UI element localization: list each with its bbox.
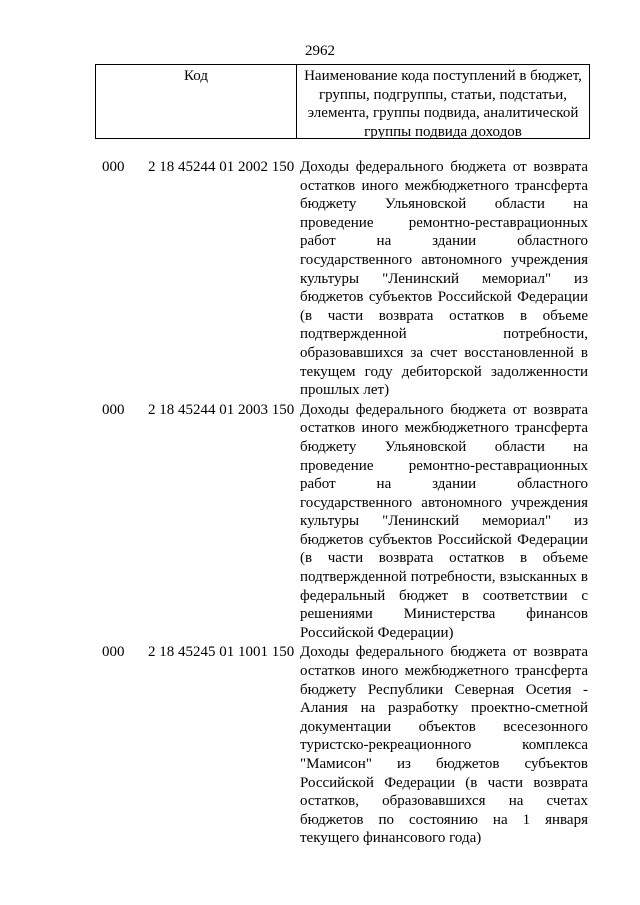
description-line: остатков, образовавшихся на счетах [300, 793, 588, 810]
description-line: проведение ремонтно-реставрационных [300, 214, 588, 231]
description-line: бюджетов субъектов Российской Федерации [300, 531, 588, 548]
header-code-label: Код [96, 65, 297, 138]
description-line: (в части возврата остатков в объеме [300, 550, 588, 567]
description-line: документации объектов всесезонного [300, 718, 588, 735]
description-line: бюджетов субъектов Российской Федерации [300, 289, 588, 306]
description-line: прошлых лет) [300, 382, 390, 399]
description-line: текущего финансового года) [300, 830, 482, 847]
revenue-code: 2 18 45244 01 2003 150 [148, 401, 295, 418]
page-number: 2962 [305, 43, 335, 59]
admin-code: 000 [102, 644, 125, 661]
table-header [95, 64, 590, 139]
table-row [0, 643, 640, 848]
admin-code: 000 [102, 159, 125, 175]
description-line: решениями Министерства финансов [300, 606, 588, 623]
description-line: Доходы федерального бюджета от возврата [300, 644, 588, 661]
description-line: культуры "Ленинский мемориал" из [300, 270, 588, 287]
description-line: остатков иного межбюджетного трансферта [300, 177, 588, 194]
description-line: Алания на разработку проектно-сметной [300, 700, 588, 717]
description-line: бюджету Республики Северная Осетия - [300, 681, 588, 698]
description-line: Доходы федерального бюджета от возврата [300, 159, 588, 175]
table-body [0, 158, 640, 849]
description-line: бюджетов по состоянию на 1 января [300, 811, 588, 828]
revenue-description [300, 401, 588, 643]
header-name-label: Наименование кода поступлений в бюджет, группы, подгруппы, статьи, подстатьи, элемента, группы подвида, аналитической группы подвида доходов [304, 68, 582, 140]
table-row [0, 401, 640, 643]
description-line: бюджету Ульяновской области на [300, 438, 588, 455]
description-line: Российской Федерации (в части возврата [300, 774, 588, 791]
description-line: работ на здании областного [300, 476, 588, 493]
description-line: проведение ремонтно-реставрационных [300, 457, 588, 474]
revenue-description [300, 643, 588, 848]
revenue-code: 2 18 45244 01 2002 150 [148, 159, 295, 175]
revenue-description [300, 158, 588, 400]
description-line: Российской Федерации) [300, 624, 454, 641]
revenue-code: 2 18 45245 01 1001 150 [148, 644, 295, 661]
description-line: государственного автономного учреждения [300, 494, 588, 511]
description-line: работ на здании областного [300, 233, 588, 250]
admin-code: 000 [102, 401, 125, 418]
description-line: остатков иного межбюджетного трансферта [300, 420, 588, 437]
description-line: остатков иного межбюджетного трансферта [300, 663, 588, 680]
description-line: Доходы федерального бюджета от возврата [300, 401, 588, 418]
description-line: подтвержденной потребности, [300, 326, 588, 343]
description-line: (в части возврата остатков в объеме [300, 307, 588, 324]
description-line: культуры "Ленинский мемориал" из [300, 513, 588, 530]
description-line: федеральный бюджет в соответствии с [300, 587, 588, 604]
description-line: образовавшихся за счет восстановленной в [300, 344, 588, 361]
table-row [0, 158, 640, 400]
description-line: бюджету Ульяновской области на [300, 196, 588, 213]
description-line: государственного автономного учреждения [300, 251, 588, 268]
description-line: текущем году дебиторской задолженности [300, 363, 588, 380]
description-line: туристско-рекреационного комплекса [300, 737, 588, 754]
description-line: "Мамисон" из бюджетов субъектов [300, 756, 588, 772]
description-line: подтвержденной потребности, взысканных в [300, 569, 588, 586]
